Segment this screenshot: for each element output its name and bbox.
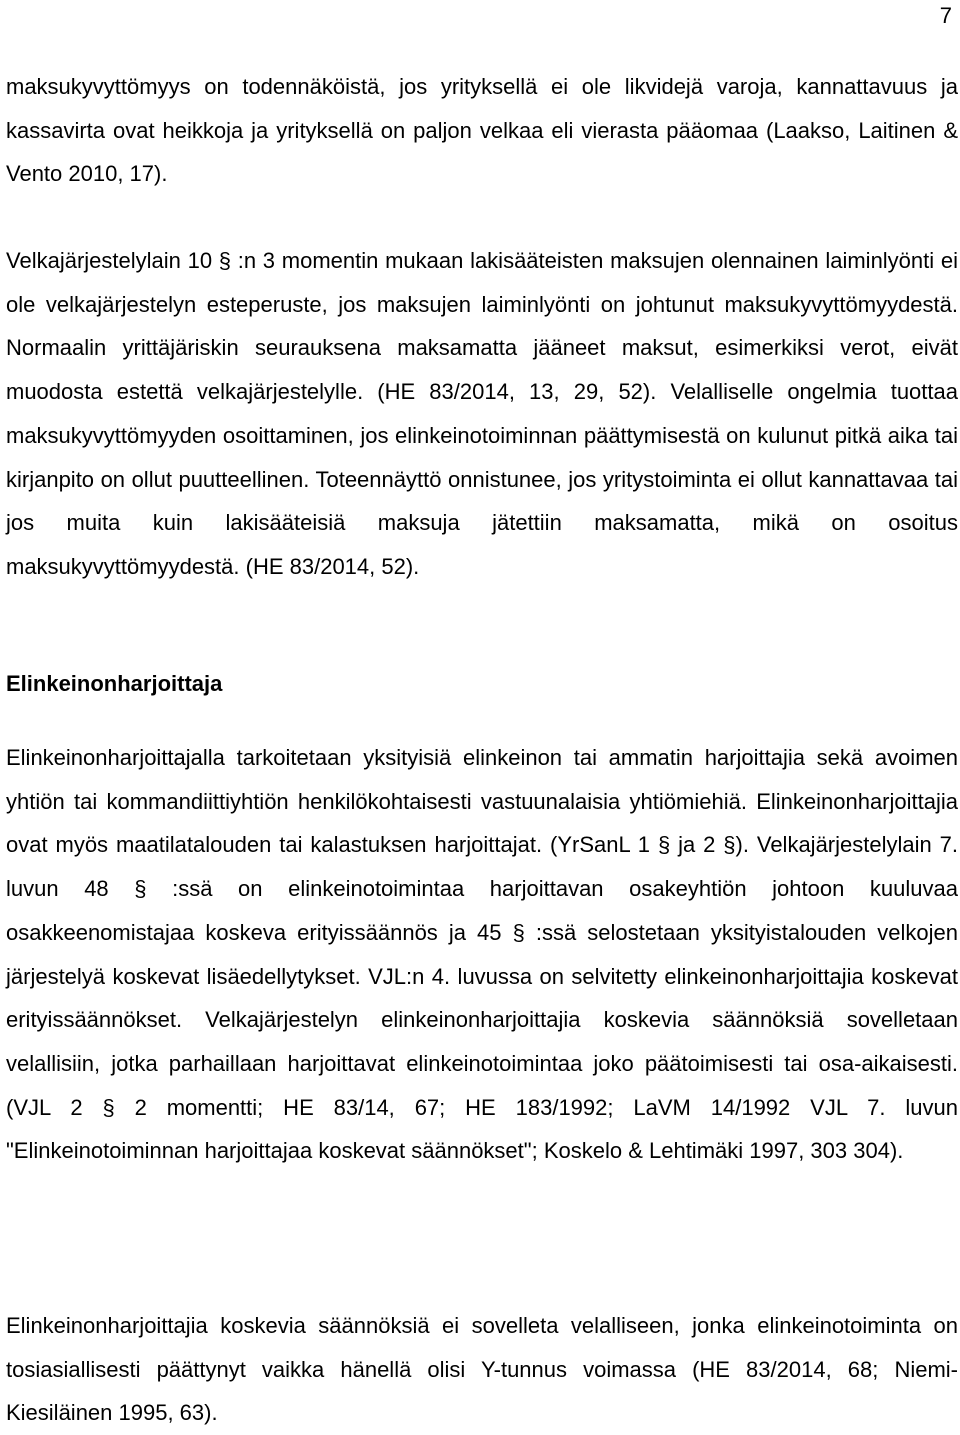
paragraph-maksukyvyttomyys: maksukyvyttömyys on todennäköistä, jos yrityksellä ei ole likvidejä varoja, kannattavuus ja kassavirta ovat heikkoja ja yrityksellä on paljon velkaa eli vierasta pääomaa (Laakso, Laitinen & Vento 2010, 17). [6, 74, 958, 187]
page-number: 7 [939, 3, 952, 28]
paragraph-elinkeinonharjoittaja-definition: Elinkeinonharjoittajalla tarkoitetaan yksityisiä elinkeinon tai ammatin harjoittajia sekä avoimen yhtiön tai kommandiittiyhtiön henkilökohtaisesti vastuunalaisia yhtiömiehiä. Elinkeinonharjoittajia ovat myös maatilatalouden tai kalastuksen harjoittajat. (YrSanL 1 § ja 2 §). Velkajärjestelylain 7. luvun 48 § :ssä on elinkeinotoimintaa harjoittavan osakeyhtiön johtoon kuuluvaa osakkeenomistajaa koskeva erityissäännös ja 45 § :ssä selostetaan yksityistalouden velkojen järjestelyä koskevat lisäedellytykset. VJL:n 4. luvussa on selvitetty elinkeinonharjoittajia koskevat erityissäännökset. Velkajärjestelyn elinkeinonharjoittajia koskevia säännöksiä sovelletaan velallisiin, jotka parhaillaan harjoittavat elinkeinotoimintaa joko päätoimisesti tai osa-aikaisesti. (VJL 2 § 2 momentti; HE 83/14, 67; HE 183/1992; LaVM 14/1992 VJL 7. luvun "Elinkeinotoiminnan harjoittajaa koskevat säännökset"; Koskelo & Lehtimäki 1997, 303 304). [6, 745, 958, 1164]
section-heading: Elinkeinonharjoittaja [6, 671, 223, 696]
paragraph-velkajarjestelylaki: Velkajärjestelylain 10 § :n 3 momentin mukaan lakisääteisten maksujen olennainen laiminlyönti ei ole velkajärjestelyn esteperuste, jos maksujen laiminlyönti on johtunut maksukyvyttömyydestä. Normaalin yrittäjäriskin seurauksena maksamatta jääneet maksut, esimerkiksi verot, eivät muodosta estettä velkajärjestelylle. (HE 83/2014, 13, 29, 52). Velalliselle ongelmia tuottaa maksukyvyttömyyden osoittaminen, jos elinkeinotoiminnan päättymisestä on kulunut pitkä aika tai kirjanpito on ollut puutteellinen. Toteennäyttö onnistunee, jos yritystoiminta ei ollut kannattavaa tai jos muita kuin lakisääteisiä maksuja jätettiin maksamatta, mikä on osoitus maksukyvyttömyydestä. (HE 83/2014, 52). [6, 248, 958, 579]
paragraph-elinkeinonharjoittaja-exclusion: Elinkeinonharjoittajia koskevia säännöksiä ei sovelleta velalliseen, jonka elinkeinotoiminta on tosiasiallisesti päättynyt vaikka hänellä olisi Y-tunnus voimassa (HE 83/2014, 68; Niemi-Kiesiläinen 1995, 63). [6, 1313, 958, 1426]
